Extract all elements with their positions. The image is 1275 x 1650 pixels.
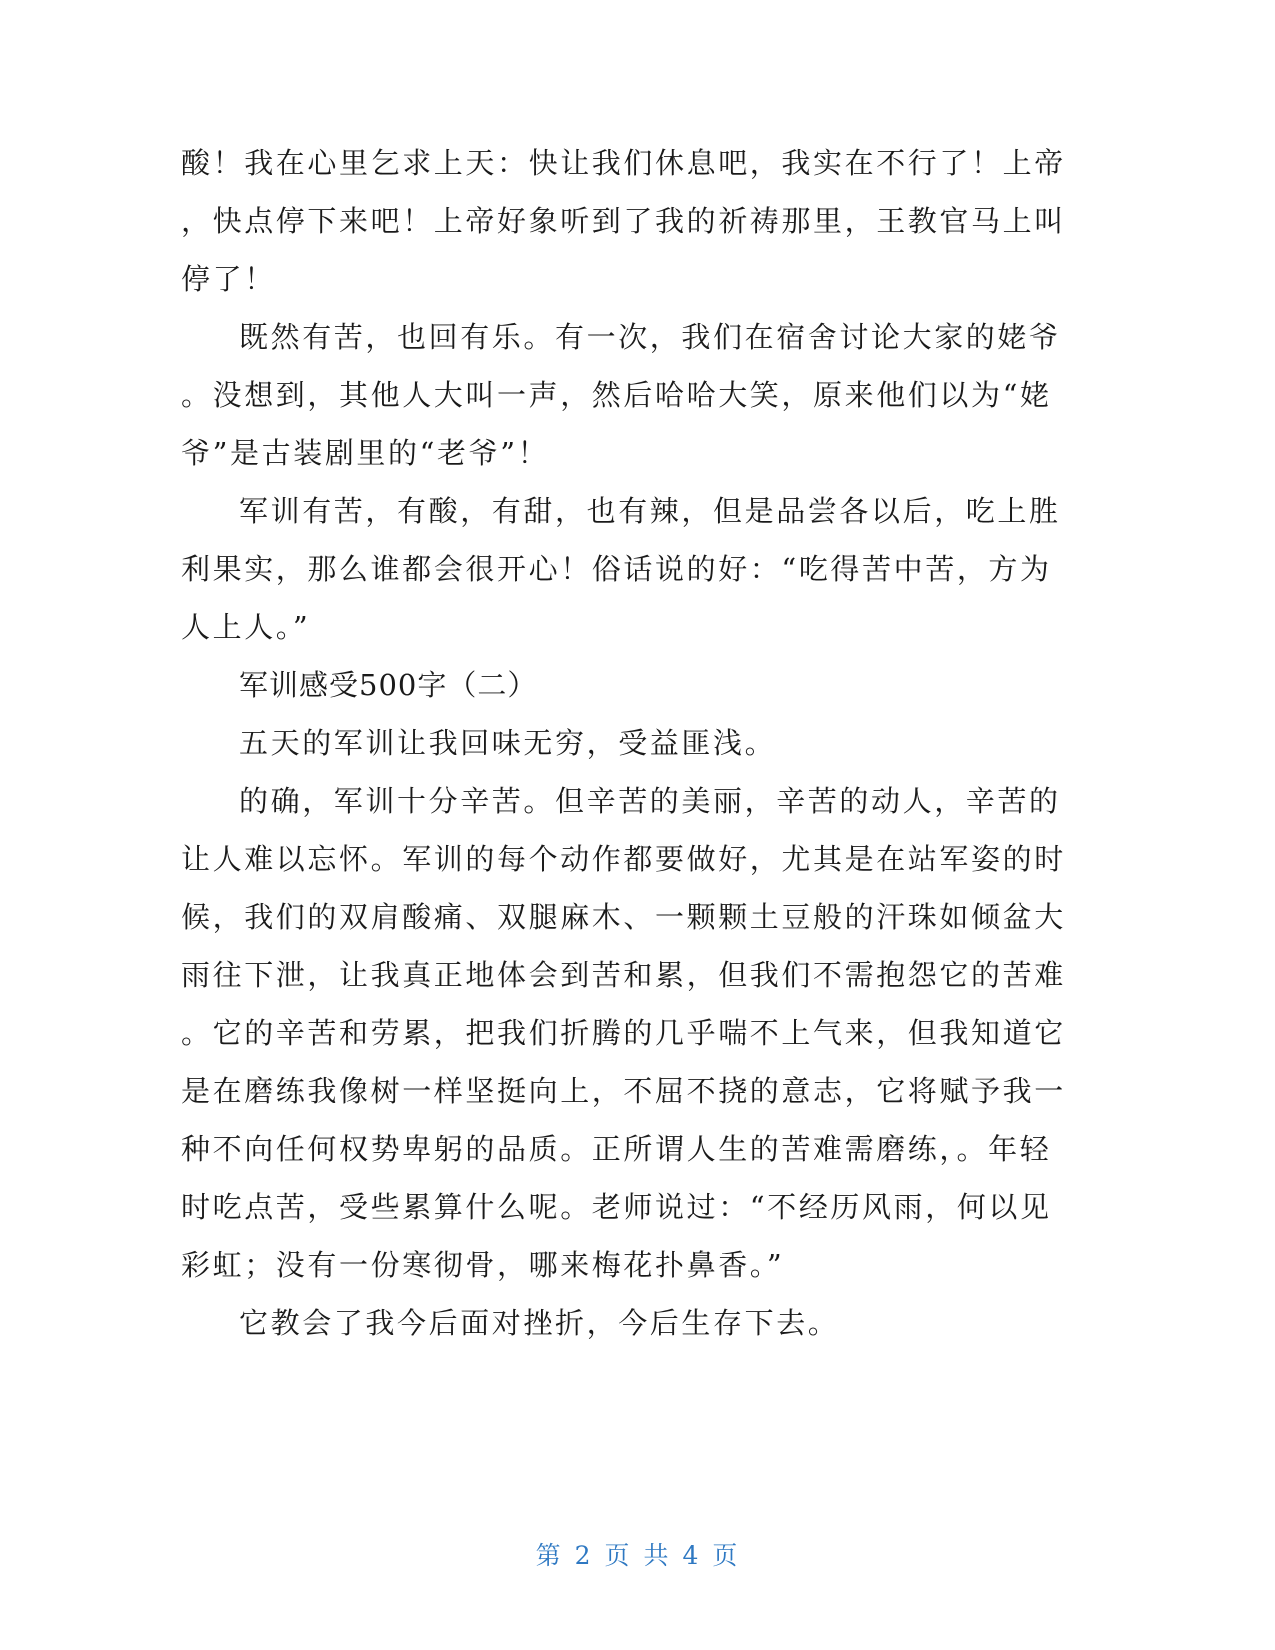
page-footer bbox=[0, 1540, 1275, 1572]
footer-page-label: 第 bbox=[535, 1541, 563, 1570]
text-line-content: 人上人。” bbox=[181, 610, 311, 644]
text-line bbox=[0, 201, 1275, 241]
text-line-content: 候，我们的双肩酸痛、双腿麻木、一颗颗土豆般的汗珠如倾盆大 bbox=[181, 900, 1066, 934]
text-line bbox=[0, 723, 1275, 763]
text-line bbox=[0, 317, 1275, 357]
text-line-content: 让人难以忘怀。军训的每个动作都要做好，尤其是在站军姿的时 bbox=[181, 842, 1066, 876]
text-line-content: 利果实，那么谁都会很开心！俗话说的好：“吃得苦中苦，方为 bbox=[181, 552, 1052, 586]
text-line bbox=[0, 781, 1275, 821]
text-line bbox=[0, 1013, 1275, 1053]
text-line-content: 。它的辛苦和劳累，把我们折腾的几乎喘不上气来，但我知道它 bbox=[181, 1016, 1066, 1050]
text-line-content: 彩虹；没有一份寒彻骨，哪来梅花扑鼻香。” bbox=[181, 1248, 785, 1282]
footer-page-unit: 页 bbox=[604, 1541, 632, 1570]
text-line-content: 是在磨练我像树一样坚挺向上，不屈不挠的意志，它将赋予我一 bbox=[181, 1074, 1066, 1108]
text-line bbox=[0, 491, 1275, 531]
text-line-content: 军训有苦，有酸，有甜，也有辣，但是品尝各以后，吃上胜 bbox=[239, 494, 1061, 528]
text-line bbox=[0, 897, 1275, 937]
text-line bbox=[0, 607, 1275, 647]
text-line-content: 雨往下泄，让我真正地体会到苦和累，但我们不需抱怨它的苦难 bbox=[181, 958, 1066, 992]
text-line bbox=[0, 143, 1275, 183]
footer-total-pages: 4 bbox=[682, 1541, 701, 1570]
text-line bbox=[0, 1071, 1275, 1111]
text-line-content: 的确，军训十分辛苦。但辛苦的美丽，辛苦的动人，辛苦的 bbox=[239, 784, 1061, 818]
text-line bbox=[0, 1129, 1275, 1169]
text-line-content: 爷”是古装剧里的“老爷”！ bbox=[181, 436, 550, 470]
text-line-content: 种不向任何权势卑躬的品质。正所谓人生的苦难需磨练，。年轻 bbox=[181, 1132, 1052, 1166]
text-line-content: 既然有苦，也回有乐。有一次，我们在宿舍讨论大家的姥爷 bbox=[239, 320, 1061, 354]
text-line-content: ，快点停下来吧！上帝好象听到了我的祈祷那里，王教官马上叫 bbox=[181, 204, 1066, 238]
text-line bbox=[0, 839, 1275, 879]
text-line bbox=[0, 549, 1275, 589]
text-line-content: 五天的军训让我回味无穷，受益匪浅。 bbox=[239, 726, 777, 760]
footer-current-page: 2 bbox=[574, 1541, 593, 1570]
text-line bbox=[0, 1303, 1275, 1343]
text-line-content: 酸！我在心里乞求上天：快让我们休息吧，我实在不行了！上帝 bbox=[181, 146, 1066, 180]
text-line bbox=[0, 433, 1275, 473]
text-line bbox=[0, 259, 1275, 299]
text-line-content: 。没想到，其他人大叫一声，然后哈哈大笑，原来他们以为“姥 bbox=[181, 378, 1052, 412]
text-line-content: 时吃点苦，受些累算什么呢。老师说过：“不经历风雨，何以见 bbox=[181, 1190, 1052, 1224]
section-heading bbox=[0, 665, 1275, 705]
text-line bbox=[0, 1245, 1275, 1285]
text-line bbox=[0, 1187, 1275, 1227]
footer-total-unit: 页 bbox=[712, 1541, 740, 1570]
text-line bbox=[0, 375, 1275, 415]
footer-total-label: 共 bbox=[643, 1541, 671, 1570]
section-heading-text: 军训感受500字（二） bbox=[239, 668, 538, 702]
text-line-content: 停了！ bbox=[181, 262, 276, 296]
text-line-content: 它教会了我今后面对挫折，今后生存下去。 bbox=[239, 1306, 840, 1340]
text-line bbox=[0, 955, 1275, 995]
